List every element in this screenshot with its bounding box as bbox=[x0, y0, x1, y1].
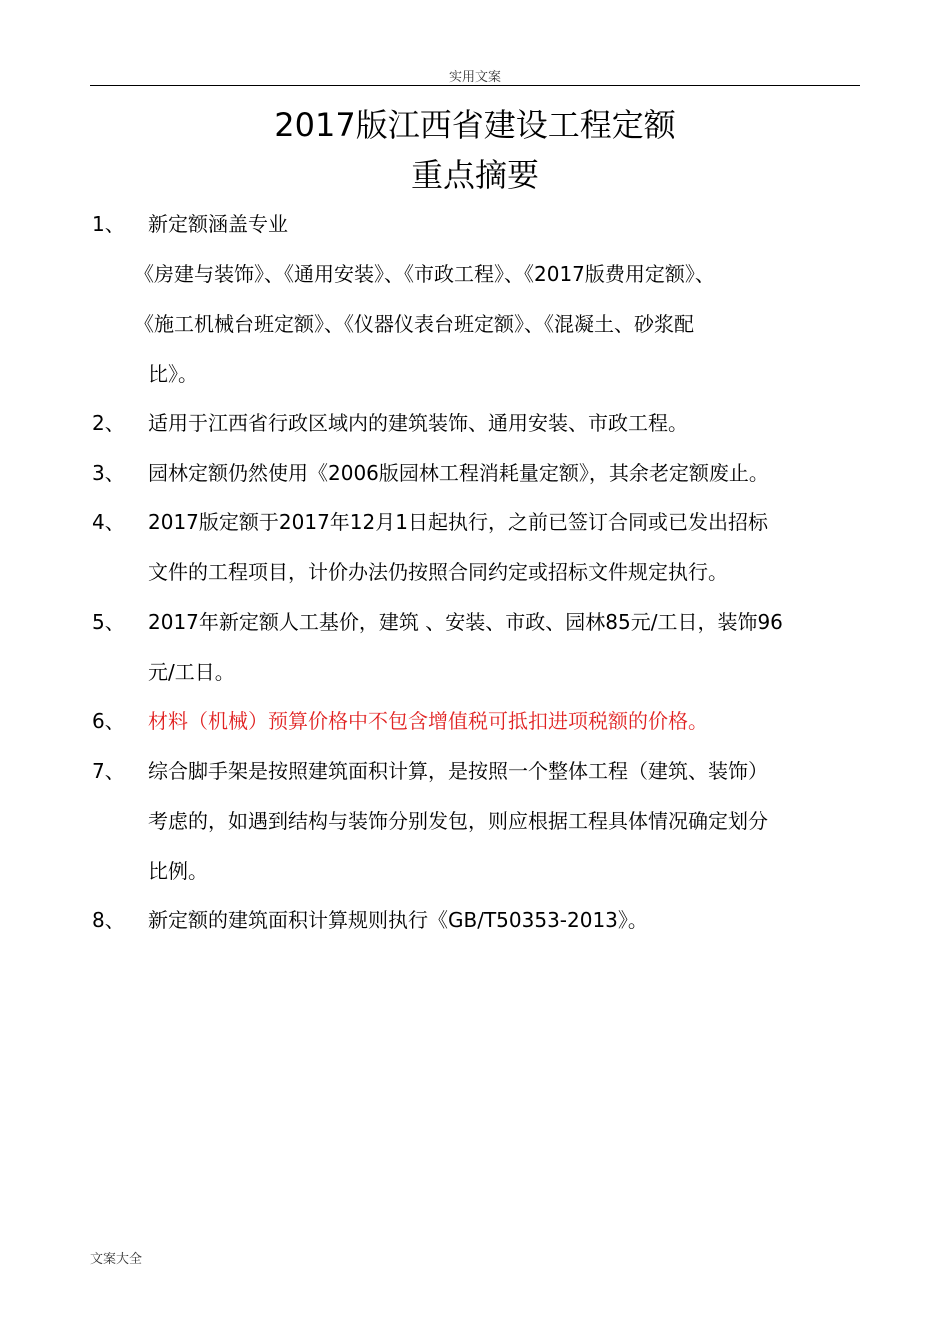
highlighted-text-line: 材料（机械）预算价格中不包含增值税可抵扣进项税额的价格。 bbox=[148, 709, 708, 733]
text-line: 《房建与装饰》、《通用安装》、《市政工程》、《2017版费用定额》、 bbox=[134, 262, 715, 286]
text-line: 新定额涵盖专业 bbox=[148, 212, 288, 236]
list-item-number: 8、 bbox=[92, 908, 125, 932]
list-item-number: 4、 bbox=[92, 510, 125, 534]
text-line: 比例。 bbox=[148, 859, 208, 883]
list-item-number: 2、 bbox=[92, 411, 125, 435]
text-line: 园林定额仍然使用《2006版园林工程消耗量定额》，其余老定额废止。 bbox=[148, 461, 769, 485]
text-line: 《施工机械台班定额》、《仪器仪表台班定额》、《混凝土、砂浆配 bbox=[134, 312, 694, 336]
text-line: 综合脚手架是按照建筑面积计算，是按照一个整体工程（建筑、装饰） bbox=[148, 759, 768, 783]
list-item-text bbox=[148, 746, 868, 896]
list-item-text bbox=[148, 895, 868, 945]
list-item-number: 5、 bbox=[92, 610, 125, 634]
list-item-number: 7、 bbox=[92, 759, 125, 783]
list-item-number: 3、 bbox=[92, 461, 125, 485]
text-line: 比》。 bbox=[148, 362, 198, 386]
list-item-text bbox=[148, 597, 868, 697]
list-item-text bbox=[134, 199, 868, 399]
list-item-text bbox=[148, 696, 868, 746]
page-footer: 文案大全 bbox=[90, 1252, 143, 1267]
list-item-text bbox=[148, 497, 868, 597]
document-title: 2017版江西省建设工程定额 bbox=[274, 106, 676, 144]
text-line: 考虑的，如遇到结构与装饰分别发包，则应根据工程具体情况确定划分 bbox=[148, 809, 768, 833]
text-line: 文件的工程项目，计价办法仍按照合同约定或招标文件规定执行。 bbox=[148, 560, 728, 584]
header-text: 实用文案 bbox=[448, 70, 501, 85]
text-line: 2017版定额于2017年12月1日起执行，之前已签订合同或已发出招标 bbox=[148, 510, 768, 534]
text-line: 适用于江西省行政区域内的建筑装饰、通用安装、市政工程。 bbox=[148, 411, 688, 435]
list-item-text bbox=[148, 448, 868, 498]
header-divider bbox=[90, 85, 860, 86]
text-line: 2017年新定额人工基价，建筑 、安装、市政、园林85元/工日，装饰96 bbox=[148, 610, 783, 634]
list-item-number: 6、 bbox=[92, 709, 125, 733]
list-item-number: 1、 bbox=[92, 212, 125, 236]
text-line: 新定额的建筑面积计算规则执行《GB/T50353-2013》。 bbox=[148, 908, 648, 932]
text-line: 元/工日。 bbox=[148, 660, 235, 684]
document-subtitle: 重点摘要 bbox=[410, 156, 539, 194]
list-item-text bbox=[148, 398, 868, 448]
